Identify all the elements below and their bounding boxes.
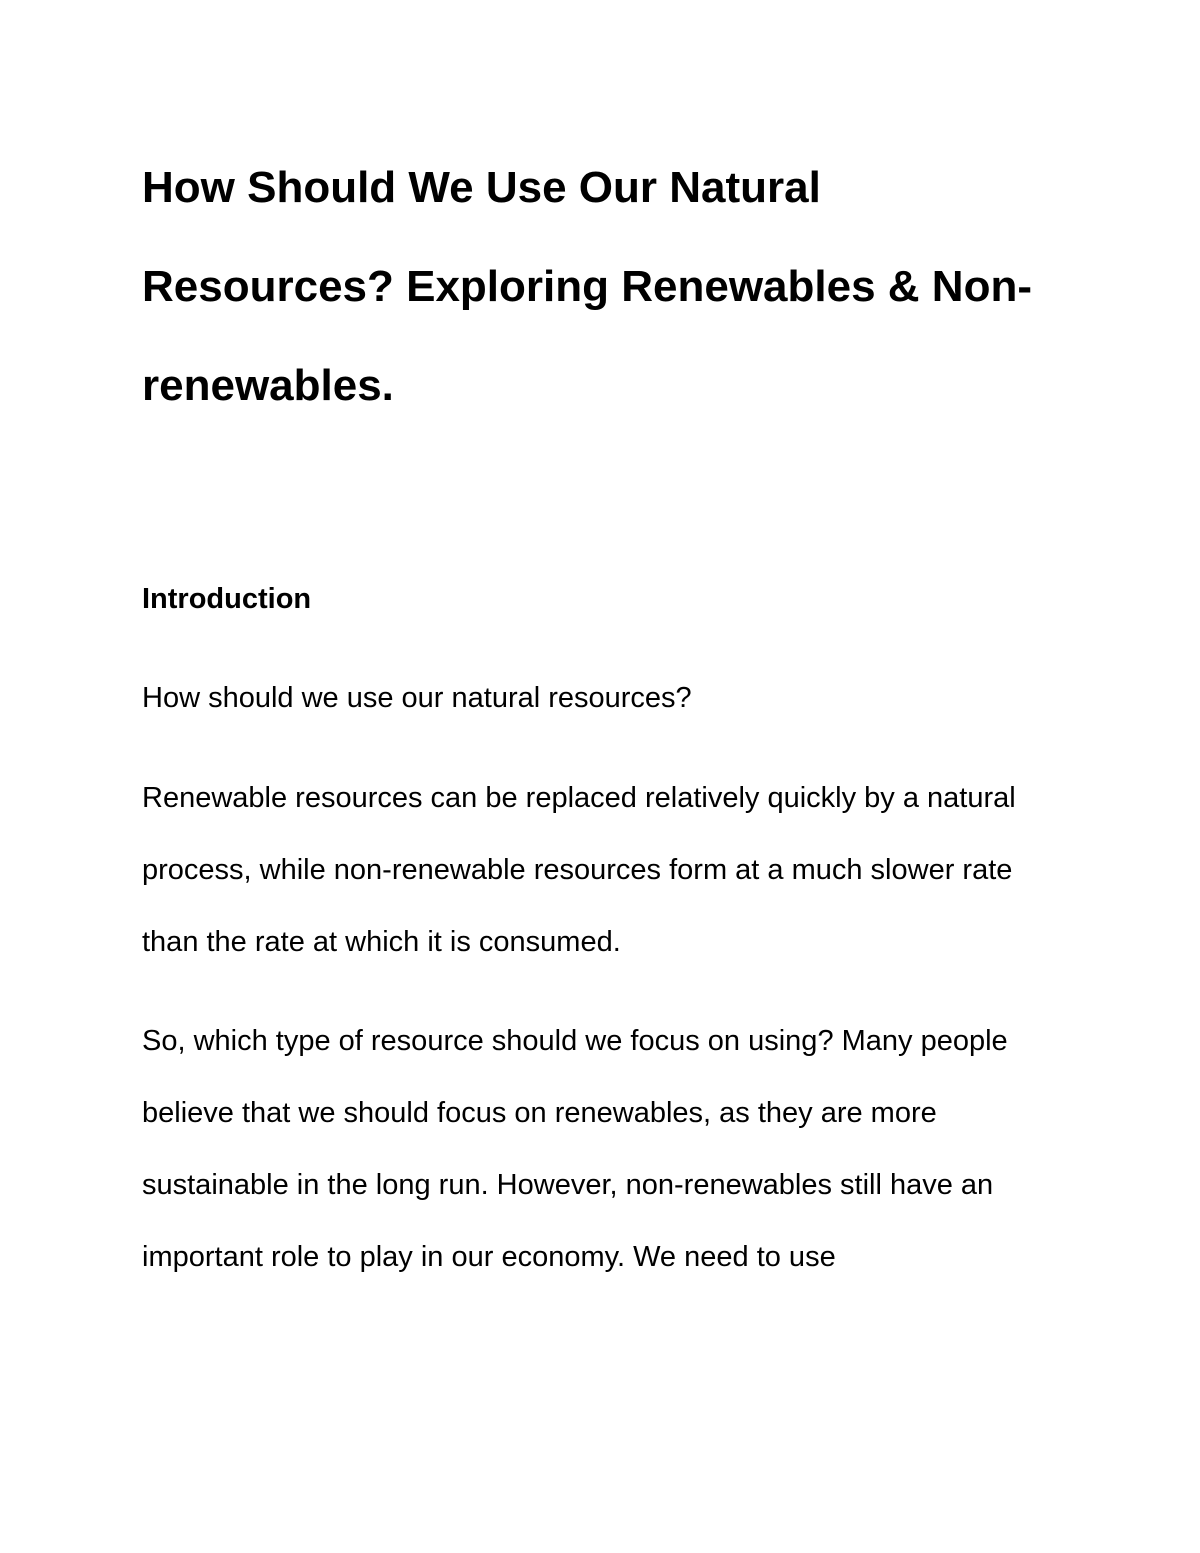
paragraph-question: How should we use our natural resources? [142,682,692,714]
paragraph-focus: So, which type of resource should we focus on using? Many people believe that we should focus on renewables, as they are more sustainable in the long run. However, non-renewables still have an important role to play in our economy. We need to use [142,1025,1008,1273]
document-title: How Should We Use Our Natural Resources? Exploring Renewables & Non-renewables. [142,163,1032,410]
paragraph-definitions: Renewable resources can be replaced relatively quickly by a natural process, while non-renewable resources form at a much slower rate than the rate at which it is consumed. [142,782,1016,958]
section-heading-introduction: Introduction [142,583,312,615]
